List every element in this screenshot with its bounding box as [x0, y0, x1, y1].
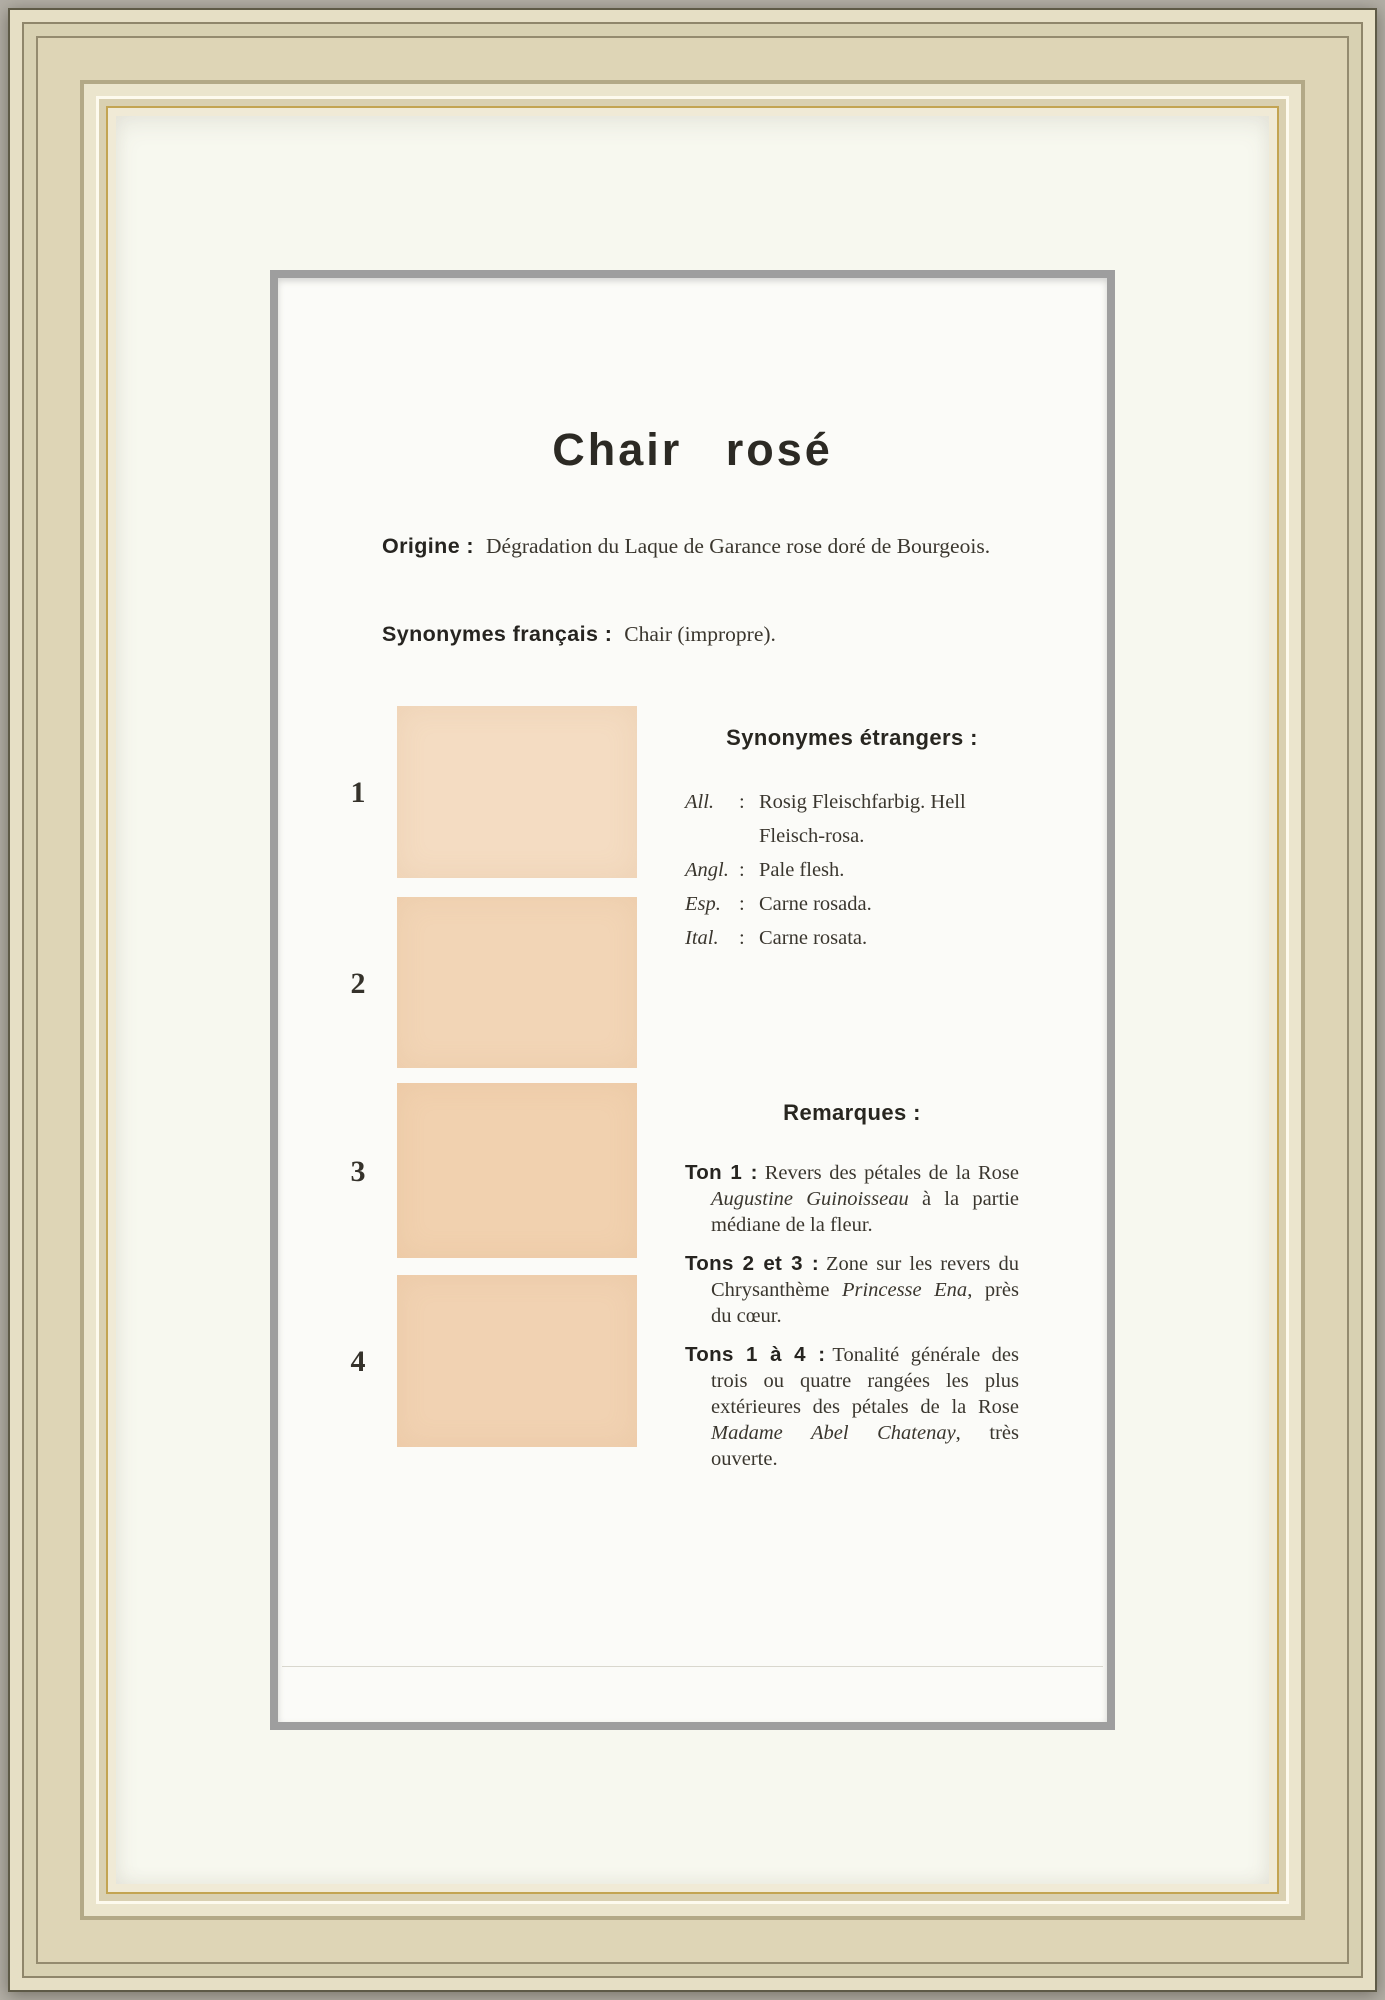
remark-text: Revers des pétales de la Rose Augustine Guinoisseau à la partie médiane de la fleur. [711, 1162, 1020, 1236]
remark-item [685, 1342, 1019, 1472]
frame-molding-band [84, 84, 1301, 1916]
synonyms-fr-label: Synonymes français : [382, 622, 613, 646]
foreign-synonyms-heading: Synonymes étrangers : [726, 725, 978, 750]
frame-gold-fillet [106, 106, 1279, 1894]
color-swatch-4 [397, 1275, 637, 1447]
color-swatch-3 [397, 1083, 637, 1258]
synonym-entry [685, 887, 1019, 921]
frame-molding-band [10, 10, 1375, 1990]
frame-molding-band [99, 99, 1286, 1901]
synonym-lang: Angl. [685, 859, 729, 881]
picture-frame [8, 8, 1377, 1992]
frame-molding-band [22, 22, 1363, 1978]
synonym-separator: : [739, 927, 745, 949]
frame-molding-band [96, 96, 1289, 1904]
mat-board [108, 108, 1277, 1892]
color-swatch-2 [397, 897, 637, 1068]
page-title: Chair rosé [552, 424, 833, 475]
synonym-lang: All. [685, 791, 715, 813]
synonym-separator: : [739, 859, 745, 881]
frame-molding-band [38, 38, 1347, 1962]
remark-text: Zone sur les revers du Chrysanthème Princesse Ena, près du cœur. [711, 1253, 1019, 1327]
synonym-text: Pale flesh. [759, 859, 845, 881]
frame-molding-band [36, 36, 1349, 1964]
synonym-entry [685, 921, 1019, 955]
remarks-section [685, 1100, 1019, 1485]
foreign-synonyms-section [685, 725, 1019, 955]
synonym-entry [685, 853, 1019, 887]
print-page [270, 270, 1115, 1730]
remark-label: Tons 2 et 3 : [685, 1252, 819, 1275]
swatch-number-4: 4 [350, 1345, 366, 1378]
synonym-text: Carne rosada. [759, 893, 872, 915]
synonyms-fr-text: Chair (impropre). [624, 622, 776, 646]
remark-text: Tonalité générale des trois ou quatre rangées les plus extérieures des pétales de la Rose Madame Abel Chatenay, très ouverte. [711, 1344, 1019, 1470]
synonym-text: Rosig Fleischfarbig. Hell Fleisch-rosa. [759, 791, 966, 847]
synonym-lang: Esp. [685, 893, 721, 915]
paper-crease-line [282, 1666, 1103, 1667]
color-swatch-1 [397, 706, 637, 878]
swatch-number-2: 2 [350, 967, 366, 1000]
remark-label: Ton 1 : [685, 1161, 758, 1184]
swatch-number-1: 1 [350, 776, 366, 809]
synonym-lang: Ital. [685, 927, 719, 949]
remark-item [685, 1251, 1019, 1329]
synonyms-fr-line [382, 622, 1067, 647]
remark-label: Tons 1 à 4 : [685, 1343, 826, 1366]
origin-text: Dégradation du Laque de Garance rose doré de Bourgeois. [486, 534, 991, 558]
origin-label: Origine : [382, 534, 474, 558]
frame-molding-band [8, 8, 1377, 1992]
remarks-heading: Remarques : [783, 1100, 921, 1125]
synonym-separator: : [739, 791, 745, 813]
synonym-separator: : [739, 893, 745, 915]
remark-item [685, 1160, 1019, 1238]
frame-molding-band [24, 24, 1361, 1976]
origin-line [382, 534, 1067, 559]
swatch-number-3: 3 [350, 1155, 366, 1188]
synonym-entry [685, 785, 1019, 853]
synonym-text: Carne rosata. [759, 927, 868, 949]
frame-molding-band [80, 80, 1305, 1920]
